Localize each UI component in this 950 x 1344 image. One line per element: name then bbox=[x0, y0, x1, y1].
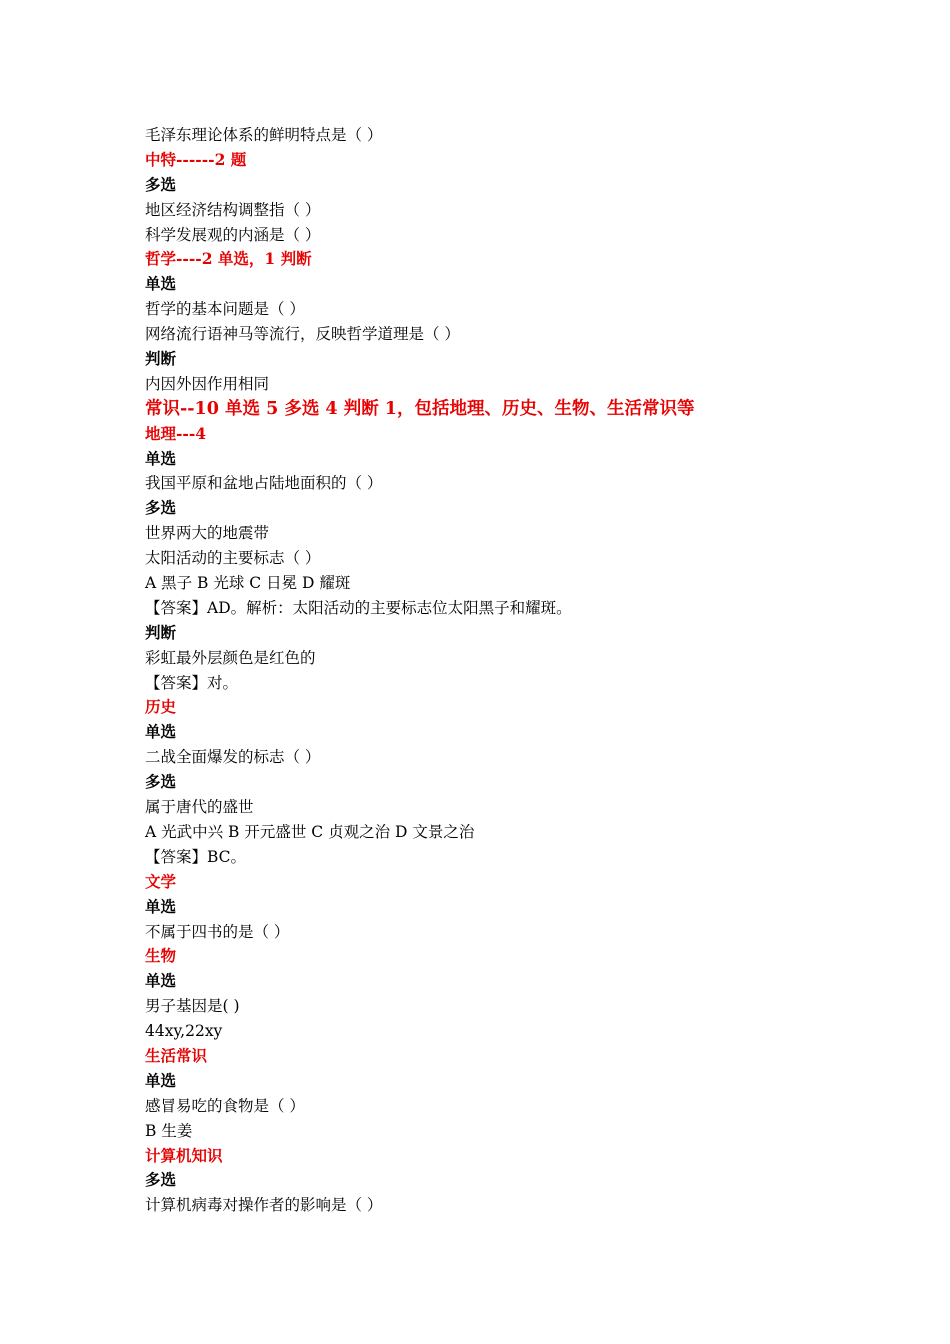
section-heading: 地理---4 bbox=[145, 423, 207, 443]
text-line: 彩虹最外层颜色是红色的 bbox=[145, 648, 316, 667]
text-line: 44xy,22xy bbox=[145, 1022, 223, 1041]
section-heading: 文学 bbox=[145, 871, 177, 891]
section-heading-main: 常识--10 单选 5 多选 4 判断 1，包括地理、历史、生物、生活常识等 bbox=[145, 398, 695, 419]
text-line: 我国平原和盆地占陆地面积的（ ） bbox=[145, 474, 383, 493]
question-type-label: 多选 bbox=[145, 174, 177, 194]
text-line: 属于唐代的盛世 bbox=[145, 798, 254, 817]
text-line: 不属于四书的是（ ） bbox=[145, 922, 290, 941]
text-line: 男子基因是( ) bbox=[145, 997, 240, 1016]
text-line: 【答案】对。 bbox=[145, 673, 239, 692]
text-line: 计算机病毒对操作者的影响是（ ） bbox=[145, 1196, 383, 1215]
question-type-label: 单选 bbox=[145, 896, 177, 916]
document-body bbox=[145, 123, 905, 1218]
text-line: 感冒易吃的食物是（ ） bbox=[145, 1096, 305, 1115]
section-heading: 哲学----2 单选，1 判断 bbox=[145, 249, 312, 269]
section-heading: 生物 bbox=[145, 946, 177, 966]
text-line: 【答案】AD。解析：太阳活动的主要标志位太阳黑子和耀斑。 bbox=[145, 598, 572, 617]
text-line: B 生姜 bbox=[145, 1121, 193, 1140]
text-line: 地区经济结构调整指（ ） bbox=[145, 200, 321, 219]
question-type-label: 判断 bbox=[145, 349, 177, 369]
section-heading: 中特------2 题 bbox=[145, 149, 247, 169]
question-type-label: 单选 bbox=[145, 1070, 177, 1090]
section-heading: 生活常识 bbox=[145, 1045, 208, 1065]
section-heading: 历史 bbox=[145, 697, 177, 717]
text-line: 哲学的基本问题是（ ） bbox=[145, 300, 305, 319]
question-type-label: 多选 bbox=[145, 772, 177, 792]
section-heading: 计算机知识 bbox=[145, 1145, 223, 1165]
question-type-label: 单选 bbox=[145, 722, 177, 742]
question-type-label: 判断 bbox=[145, 622, 177, 642]
text-line: 二战全面爆发的标志（ ） bbox=[145, 748, 321, 767]
question-type-label: 单选 bbox=[145, 274, 177, 294]
text-line: 毛泽东理论体系的鲜明特点是（ ） bbox=[145, 126, 383, 144]
text-line: 科学发展观的内涵是（ ） bbox=[145, 225, 321, 244]
question-type-label: 多选 bbox=[145, 1170, 177, 1190]
text-line: A 光武中兴 B 开元盛世 C 贞观之治 D 文景之治 bbox=[145, 822, 475, 841]
question-type-label: 单选 bbox=[145, 971, 177, 991]
question-type-label: 单选 bbox=[145, 448, 177, 468]
text-line: 世界两大的地震带 bbox=[145, 524, 270, 543]
text-line: 【答案】BC。 bbox=[145, 847, 247, 866]
text-line: 太阳活动的主要标志（ ） bbox=[145, 549, 321, 568]
text-line: 网络流行语神马等流行，反映哲学道理是（ ） bbox=[145, 325, 460, 344]
text-line: A 黑子 B 光球 C 日冕 D 耀斑 bbox=[145, 574, 351, 593]
text-line: 内因外因作用相同 bbox=[145, 374, 270, 393]
question-type-label: 多选 bbox=[145, 498, 177, 518]
